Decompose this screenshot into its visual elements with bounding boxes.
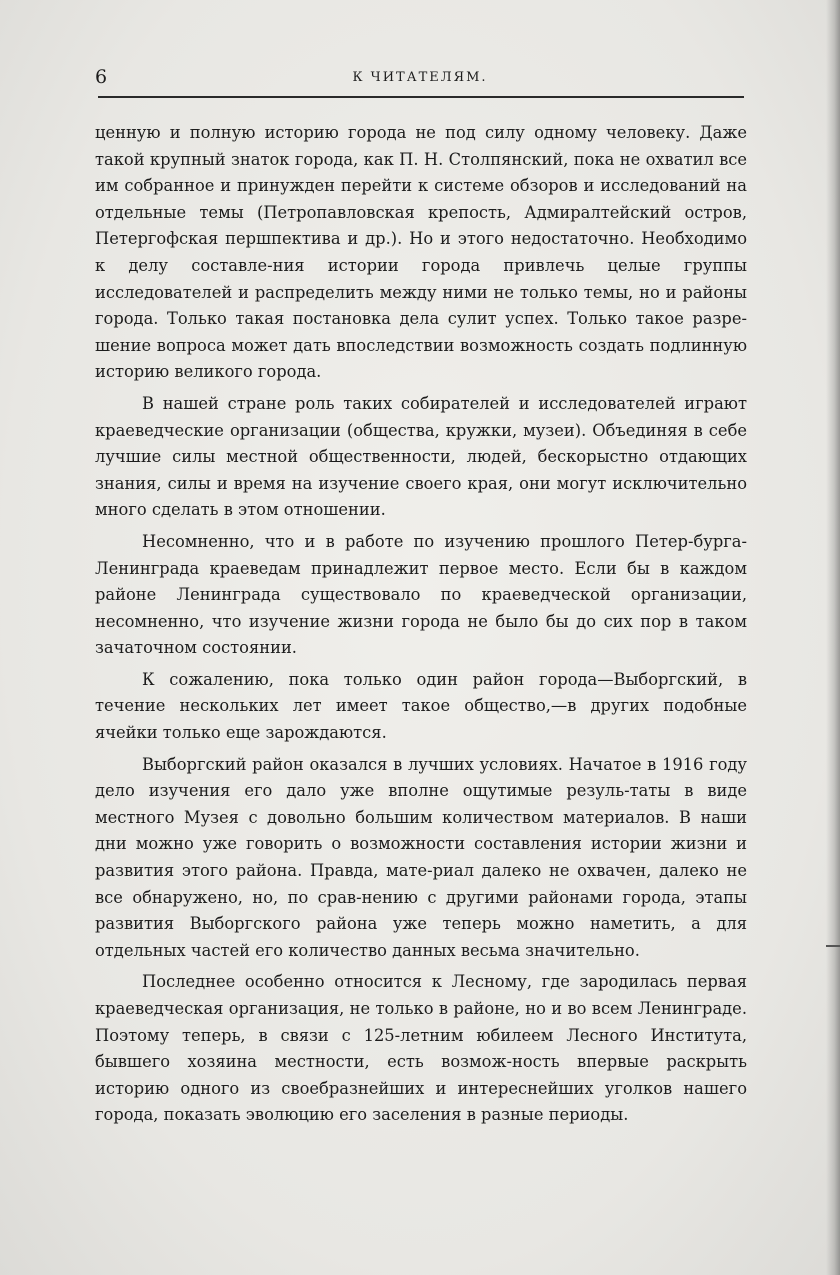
- paragraph-4: К сожалению, пока только один район города—Выборгский, в течение нескольких лет имеет такое общество,—в других подобные ячейки только еще зарождаются.: [95, 669, 747, 743]
- page-header: [95, 64, 745, 94]
- page-number: 6: [95, 66, 108, 88]
- paragraph-2: В нашей стране роль таких собирателей и исследователей играют краеведческие организации (общества, кружки, музеи). Объединяя в себе лучшие силы местной общественности, людей, бескорыстно отдающих знания, силы и время на изучение своего края, они могут исключительно много сделать в этом отношении.: [95, 393, 747, 520]
- page-edge-shadow: [826, 0, 840, 1275]
- header-rule: [98, 96, 744, 98]
- body-text: [95, 120, 747, 1134]
- paragraph-6: Последнее особенно относится к Лесному, где зародилась первая краеведческая организация, не только в районе, но и во всем Ленинграде. Поэтому теперь, в связи с 125-летним юбилеем Лесного Института, бывшего хозяина местности, есть возмож-ность впервые раскрыть историю одного из своебразнейших и интереснейших уголков нашего города, показать эволюцию его заселения в разные периоды.: [95, 972, 747, 1125]
- paragraph-1: ценную и полную историю города не под силу одному человеку. Даже такой крупный знаток города, как П. Н. Столпянский, пока не охватил все им собранное и принужден перейти к системе обзоров и исследований на отдельные темы (Петропавловская крепость, Адмиралтейский остров, Петергофская першпектива и др.). Но и этого недостаточно. Необходимо к делу составле-ния истории города привлечь целые группы исследователей и распределить между ними не только темы, но и районы города. Только такая постановка дела сулит успех. Только такое разре-шение вопроса может дать впоследствии возможность создать подлинную историю великого города.: [95, 123, 747, 382]
- page-edge-mark: [826, 945, 840, 947]
- paragraph-5: Выборгский район оказался в лучших условиях. Начатое в 1916 году дело изучения его дало уже вполне ощутимые резуль-таты в виде местного Музея с довольно большим количеством материалов. В наши дни можно уже говорить о возможности составления истории жизни и развития этого района. Правда, мате-риал далеко не охвачен, далеко не все обнаружено, но, по срав-нению с другими районами города, этапы развития Выборгского района уже теперь можно наметить, а для отдельных частей его количество данных весьма значительно.: [95, 754, 747, 960]
- paragraph-3: Несомненно, что и в работе по изучению прошлого Петер-бурга-Ленинграда краеведам принадлежит первое место. Если бы в каждом районе Ленинграда существовало по краеведческой организации, несомненно, что изучение жизни города не было бы до сих пор в таком зачаточном состоянии.: [95, 531, 747, 658]
- running-title: К ЧИТАТЕЛЯМ.: [352, 70, 488, 85]
